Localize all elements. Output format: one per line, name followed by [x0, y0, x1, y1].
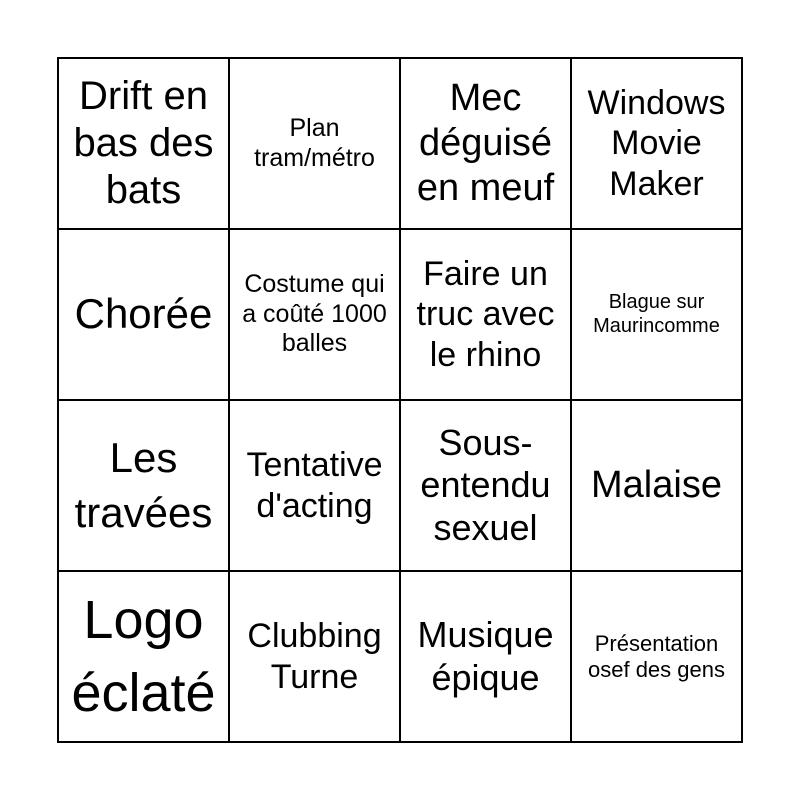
cell-text: Musique épique: [417, 614, 554, 698]
cell-text: Chorée: [74, 290, 213, 338]
cell-text: Tentative d'acting: [246, 446, 383, 525]
bingo-board: [57, 57, 743, 743]
cell-text: Malaise: [591, 464, 722, 507]
bingo-cell[interactable]: [400, 58, 571, 229]
bingo-cell[interactable]: [400, 229, 571, 400]
cell-text: Windows Movie Maker: [587, 84, 726, 203]
cell-text: Plan tram/métro: [254, 114, 375, 172]
bingo-cell[interactable]: [58, 400, 229, 571]
cell-text: Drift en bas des bats: [73, 73, 214, 213]
cell-text: Sous-entendu sexuel: [420, 421, 551, 548]
cell-text: Mec déguisé en meuf: [416, 77, 555, 209]
cell-text: Clubbing Turne: [247, 617, 382, 696]
bingo-cell[interactable]: [229, 58, 400, 229]
bingo-cell[interactable]: [229, 571, 400, 742]
cell-text: Blague sur Maurincomme: [593, 290, 720, 337]
cell-text: Les travées: [74, 433, 213, 536]
bingo-cell[interactable]: [58, 58, 229, 229]
bingo-cell[interactable]: [571, 400, 742, 571]
cell-text: Faire un truc avec le rhino: [416, 255, 555, 374]
bingo-cell[interactable]: [58, 571, 229, 742]
bingo-cell[interactable]: [229, 229, 400, 400]
bingo-cell[interactable]: [571, 571, 742, 742]
bingo-cell[interactable]: [229, 400, 400, 571]
cell-text: Logo éclaté: [71, 589, 216, 723]
cell-text: Costume qui a coûté 1000 balles: [242, 270, 387, 358]
bingo-cell[interactable]: [571, 229, 742, 400]
cell-text: Présentation osef des gens: [588, 630, 725, 682]
bingo-cell[interactable]: [571, 58, 742, 229]
bingo-cell[interactable]: [58, 229, 229, 400]
bingo-cell[interactable]: [400, 400, 571, 571]
bingo-cell[interactable]: [400, 571, 571, 742]
